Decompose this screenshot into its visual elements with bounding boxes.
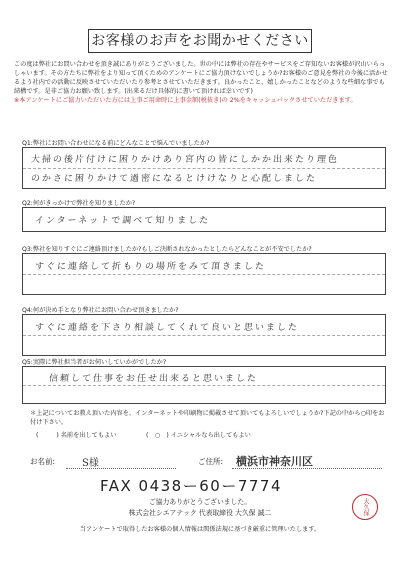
answer-1-line-2: のかさに困りかけて過密になるとけけなりと心配しました bbox=[30, 174, 318, 184]
answer-2-line-1: インターネットで調べて知りました bbox=[34, 216, 211, 226]
question-5-label: Q5:実際に弊社担当者がお伺いしていかがでしたか? bbox=[22, 359, 167, 366]
answer-box-1 bbox=[22, 147, 386, 189]
thanks-text: ご協力ありがとうございました。 bbox=[149, 498, 251, 506]
address-label: ご住所: bbox=[198, 457, 224, 466]
answer-5-line-1: 信頼して仕事をお任せ出来ると思いました bbox=[48, 374, 259, 384]
address-value: 横浜市神奈川区 bbox=[236, 455, 313, 468]
privacy-footer: 当アンケートで取得したお客様の個人情報は関係法規に基づき厳重に管理いたします。 bbox=[79, 526, 321, 533]
fax-number: FAX 0438ー60ー7774 bbox=[100, 477, 282, 495]
answer-box-2 bbox=[22, 207, 386, 232]
intro-text bbox=[14, 60, 388, 105]
answer-4-line-1: すぐに連絡を下さり相談してくれて良いと思いました bbox=[34, 323, 300, 333]
question-2-label: Q2:何がきっかけで弊社を知りましたか? bbox=[22, 200, 136, 207]
option-name-label: 名前を出してもよい bbox=[60, 432, 117, 439]
option-initial-label: イニシャルなら出してもよい bbox=[170, 432, 251, 439]
option-initial-mark: ○ bbox=[154, 432, 161, 439]
answer-box-3 bbox=[22, 253, 386, 295]
seal-text: 大久保 bbox=[362, 498, 369, 516]
question-3-label: Q3:弊社を知りすぐにご連絡頂けましたか?もしご決断されなかったとしたらどんなことが不安でしたか? bbox=[22, 246, 312, 253]
question-1-label: Q1:弊社にお問い合わせになる前にどんなことで悩んでいましたか? bbox=[22, 140, 210, 147]
answer-3-line-1: すぐに連絡して折もりの場所をみて頂きました bbox=[34, 262, 267, 272]
address-underline bbox=[232, 468, 382, 469]
name-value: S様 bbox=[82, 458, 99, 469]
publication-notice: ＊上記についてお教え頂いた内容を、インターネットや印刷物に掲載させて頂いてもよろしいでしょうか?下記の中から○印をお付け下さい。 bbox=[30, 410, 385, 426]
company-signature: 株式会社シエアテック 代表取締役 大久保 誠二 bbox=[128, 509, 272, 517]
answer-1-line-1: 大掃の後片付けに困りかけあり宮内の皆にしかか出来たり理色 bbox=[30, 155, 340, 165]
answer-box-4 bbox=[22, 314, 386, 356]
page-title: お客様のお声をお聞かせください bbox=[88, 29, 312, 53]
name-underline bbox=[66, 468, 176, 469]
cashback-note: ※本アンケートにご協力いただいた方には上事ご用命時に上事金額(税抜き)の 2%をキャッシュバックさせていただきます。 bbox=[14, 97, 357, 104]
seal-stamp-icon bbox=[352, 494, 378, 520]
option-initial[interactable]: ( ○ ) イニシャルなら出してもよい bbox=[146, 432, 251, 439]
option-name[interactable]: ( ) 名前を出してもよい bbox=[36, 432, 117, 439]
intro-paragraph: この度は弊社にお問い合わせを頂き誠にありがとうございました。世の中には弊社の存在やサービスをご存知ないお客様が沢山いらっしゃいます。その方たちに弊社をより知って頂くためのアンケートにご協力頂けないでしょうか?お客様のご意見を弊社の今後に活かせるよう社内での活動に反映させていただいたり参考とさせていただきます。良かったこと、嬉しかったことなどのような些細な事でも結構です。是非ご協力お願い致します。(出来るだけ具体的に書いて頂ければ幸いです) bbox=[14, 61, 388, 95]
name-label: お名前: bbox=[30, 457, 56, 466]
answer-box-5 bbox=[22, 366, 386, 404]
customer-info-row bbox=[22, 452, 382, 472]
question-4-label: Q4:何が決め手となり弊社にお問い合わせ頂きましたか? bbox=[22, 307, 179, 314]
